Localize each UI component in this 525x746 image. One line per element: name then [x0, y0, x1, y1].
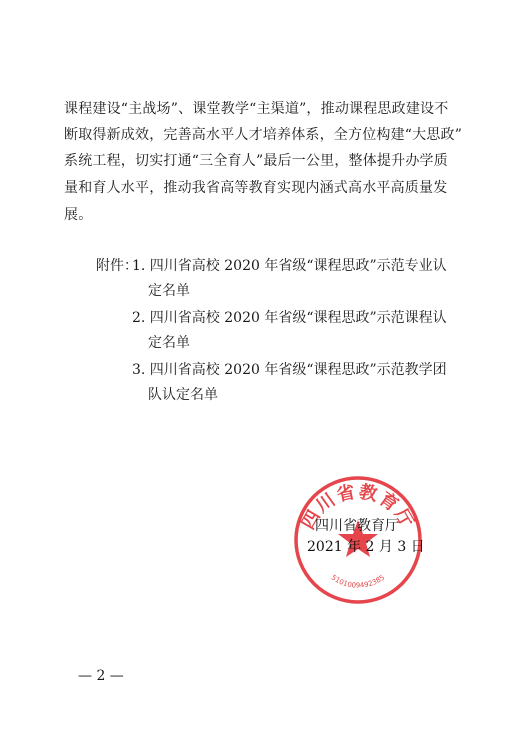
body-line-4: 量和育人水平，推动我省高等教育实现内涵式高水平高质量发	[64, 180, 448, 196]
body-line-1: 课程建设“主战场”、课堂教学“主渠道”，推动课程思政建设不	[64, 101, 449, 117]
attachment-item-2-line-1: 2. 四川省高校 2020 年省级“课程思政”示范课程认	[132, 310, 447, 326]
attachment-item-2-line-2: 定名单	[148, 335, 190, 351]
attachments-label: 附件：	[96, 258, 138, 274]
attachment-item-1-line-2: 定名单	[148, 283, 190, 299]
svg-text:5101009492385: 5101009492385	[329, 573, 387, 590]
attachment-item-1-line-1: 1. 四川省高校 2020 年省级“课程思政”示范专业认	[132, 258, 447, 274]
attachment-item-3-line-2: 队认定名单	[148, 387, 218, 403]
page-number: — 2 —	[78, 668, 124, 684]
svg-text:四川省教育厅: 四川省教育厅	[297, 481, 419, 534]
signature-issuer: 四川省教育厅	[315, 518, 399, 534]
body-line-3: 系统工程，切实打通“三全育人”最后一公里，整体提升办学质	[64, 153, 448, 169]
signature-date: 2021 年 2 月 3 日	[307, 539, 425, 555]
body-line-5: 展。	[64, 207, 93, 223]
body-line-2: 断取得新成效，完善高水平人才培养体系，全方位构建“大思政”	[64, 127, 463, 143]
attachment-item-3-line-1: 3. 四川省高校 2020 年省级“课程思政”示范教学团	[132, 362, 447, 378]
